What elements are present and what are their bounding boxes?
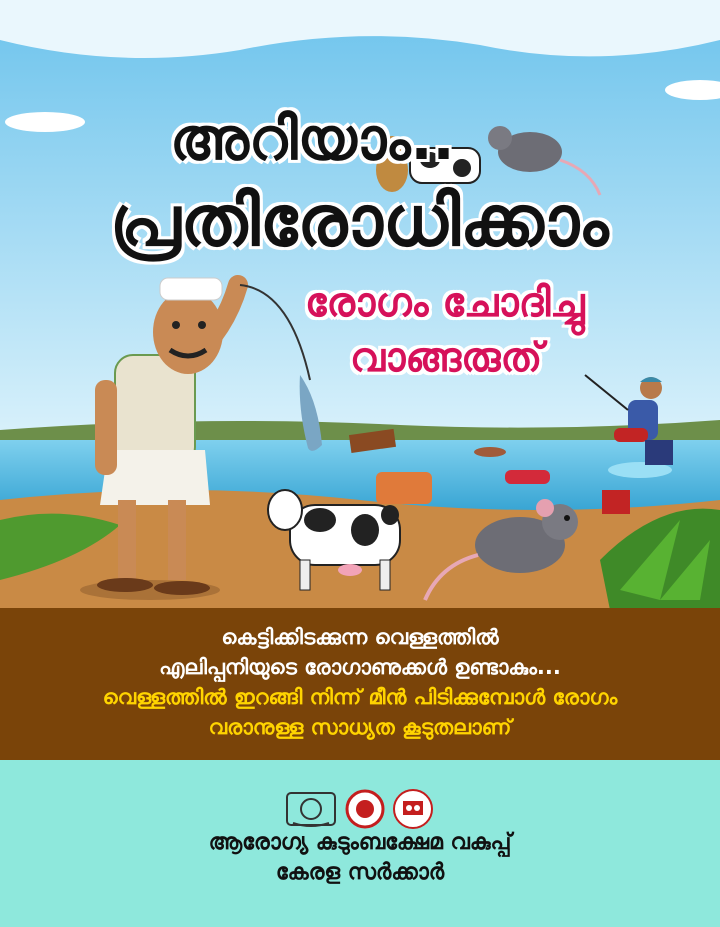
- message-line-3: വെള്ളത്തിൽ ഇറങ്ങി നിന്ന് മീൻ പിടിക്കുമ്പോൾ രോഗം: [102, 685, 618, 709]
- kerala-emblem-icon: [287, 793, 335, 826]
- garbage-can: [505, 470, 550, 484]
- national-health-mission-logo-icon: [394, 790, 432, 828]
- logos: [285, 785, 435, 835]
- department-name: ആരോഗ്യ കുടുംബക്ഷേമ വകുപ്പ്: [208, 830, 512, 855]
- title: [110, 95, 610, 275]
- cloud-left: [5, 112, 85, 132]
- footer: [0, 760, 720, 927]
- message-line-2: എലിപ്പനിയുടെ രോഗാണുക്കൾ ഉണ്ടാകും...: [159, 655, 561, 679]
- slogan-line-2: വാങ്ങരുത്: [350, 335, 543, 381]
- message-line-1: കെട്ടിക്കിടക്കുന്ന വെള്ളത്തിൽ: [221, 625, 499, 649]
- message-line-4: വരാനുള്ള സാധ്യത കൂടുതലാണ്: [208, 715, 512, 739]
- nhm-circle-logo-icon: [347, 791, 383, 827]
- slogan-line-1: രോഗം ചോദിച്ചു: [305, 280, 585, 326]
- government-name: കേരള സർക്കാർ: [275, 860, 445, 885]
- garbage-bucket: [602, 490, 630, 514]
- garbage-bag: [376, 472, 432, 504]
- title-line-1: അറിയാം..: [170, 105, 455, 173]
- title-line-2: പ്രതിരോധിക്കാം: [110, 180, 609, 262]
- message-band: [0, 608, 720, 760]
